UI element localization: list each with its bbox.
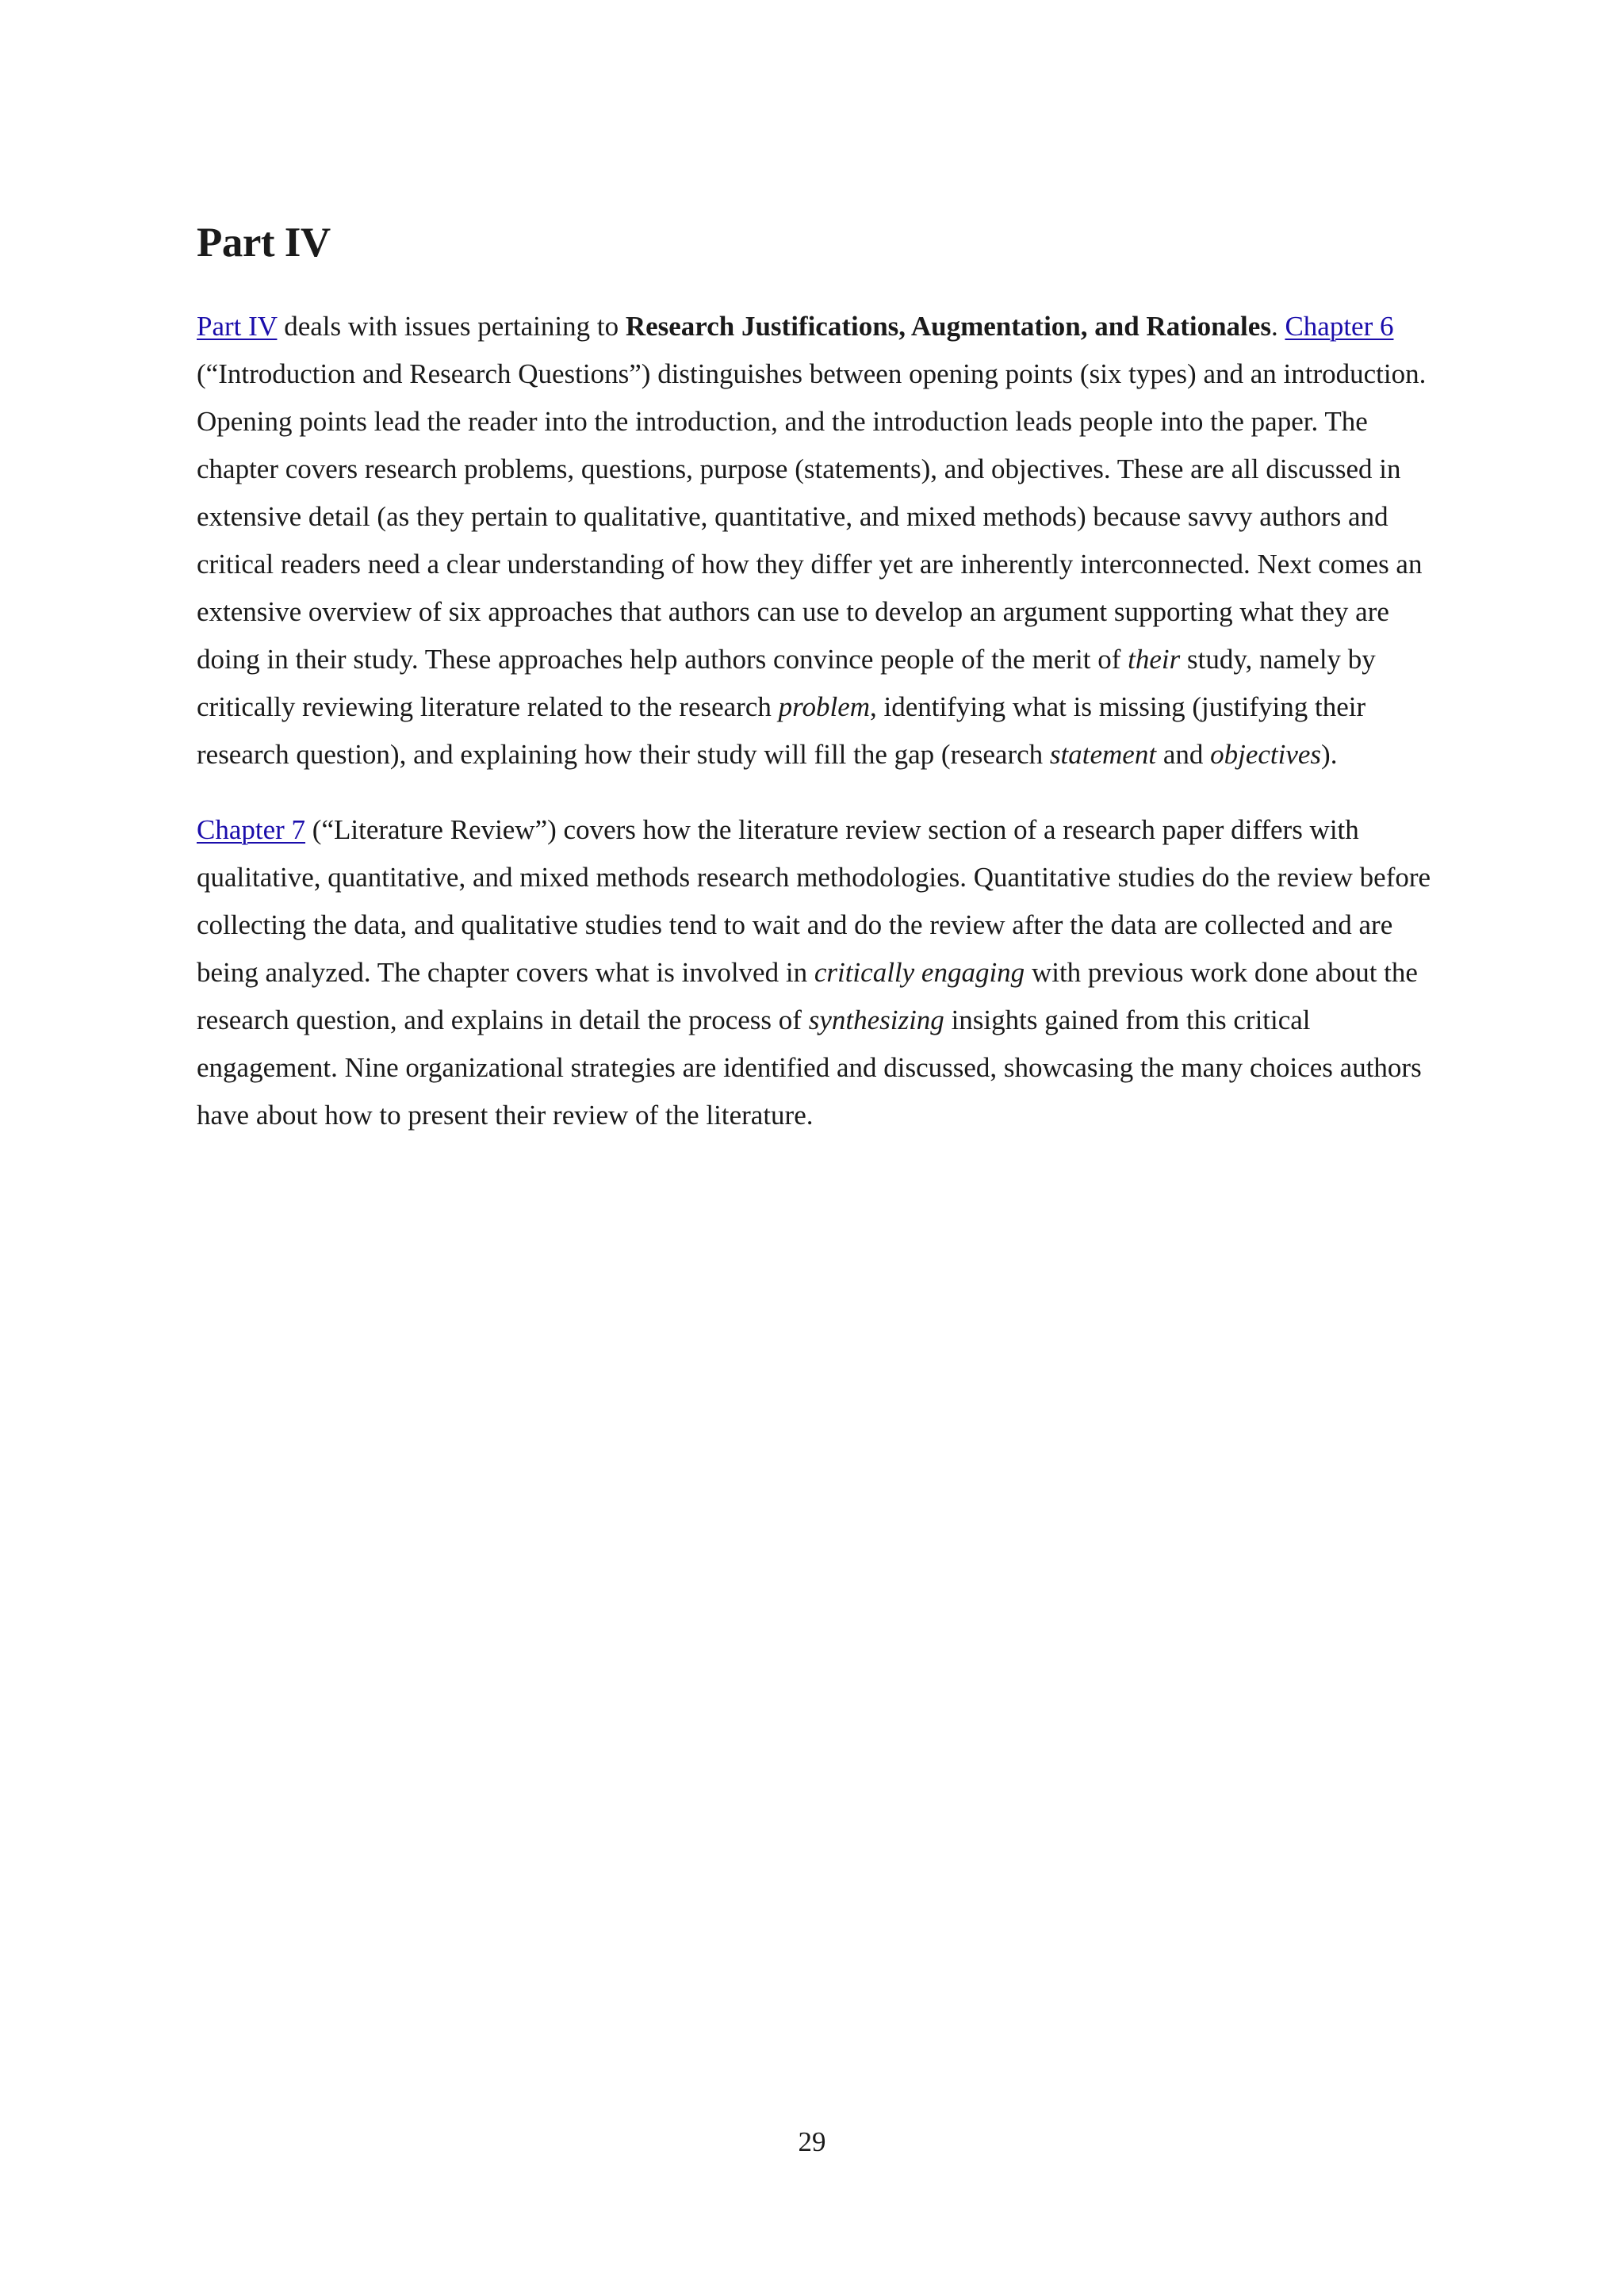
text: insights gained from this critical engagement. Nine organizational strategies are identified and discussed, showcasing the many choices authors have about how to present their review of the literature.	[197, 1004, 1422, 1131]
italic-text: critically engaging	[814, 957, 1025, 988]
italic-text: objectives	[1210, 739, 1322, 770]
paragraph-chapter-7	[197, 806, 1434, 1139]
text: with previous work done about the research question, and explains in detail the process of	[197, 957, 1418, 1035]
text: study, namely by critically reviewing literature related to the research	[197, 644, 1376, 722]
italic-text: problem	[778, 691, 871, 722]
text: (“Introduction and Research Questions”) distinguishes between opening points (six types) and an introduction. Opening points lead the reader into the introduction, and the introduction leads people into the paper. The chapter covers research problems, questions, purpose (statements), and objectives. These are all discussed in extensive detail (as they pertain to qualitative, quantitative, and mixed methods) because savvy authors and critical readers need a clear understanding of how they differ yet are inherently interconnected. Next comes an extensive overview of six approaches that authors can use to develop an argument supporting what they are doing in their study. These approaches help authors convince people of the merit of	[197, 358, 1427, 675]
text: .	[1270, 311, 1285, 342]
bold-text: Research Justifications, Augmentation, and Rationales	[625, 311, 1271, 342]
text: deals with issues pertaining to	[277, 311, 626, 342]
section-heading: Part IV	[197, 220, 331, 266]
page-number: 29	[798, 2126, 826, 2157]
text: (“Literature Review”) covers how the literature review section of a research paper differs with qualitative, quantitative, and mixed methods research methodologies. Quantitative studies do the review before collecting the data, and qualitative studies tend to wait and do the review after the data are collected and are being analyzed. The chapter covers what is involved in	[197, 814, 1431, 988]
link-part-iv[interactable]: Part IV	[197, 311, 278, 342]
link-chapter-6[interactable]: Chapter 6	[1285, 311, 1394, 342]
link-chapter-7[interactable]: Chapter 7	[197, 814, 306, 845]
italic-text: their	[1128, 644, 1181, 675]
italic-text: synthesizing	[808, 1004, 944, 1035]
italic-text: statement	[1049, 739, 1157, 770]
text: ).	[1321, 739, 1338, 770]
text: and	[1156, 739, 1211, 770]
text: , identifying what is missing (justifying their research question), and explaining how their study will fill the gap (research	[197, 691, 1366, 770]
paragraph-part-iv	[197, 303, 1434, 779]
